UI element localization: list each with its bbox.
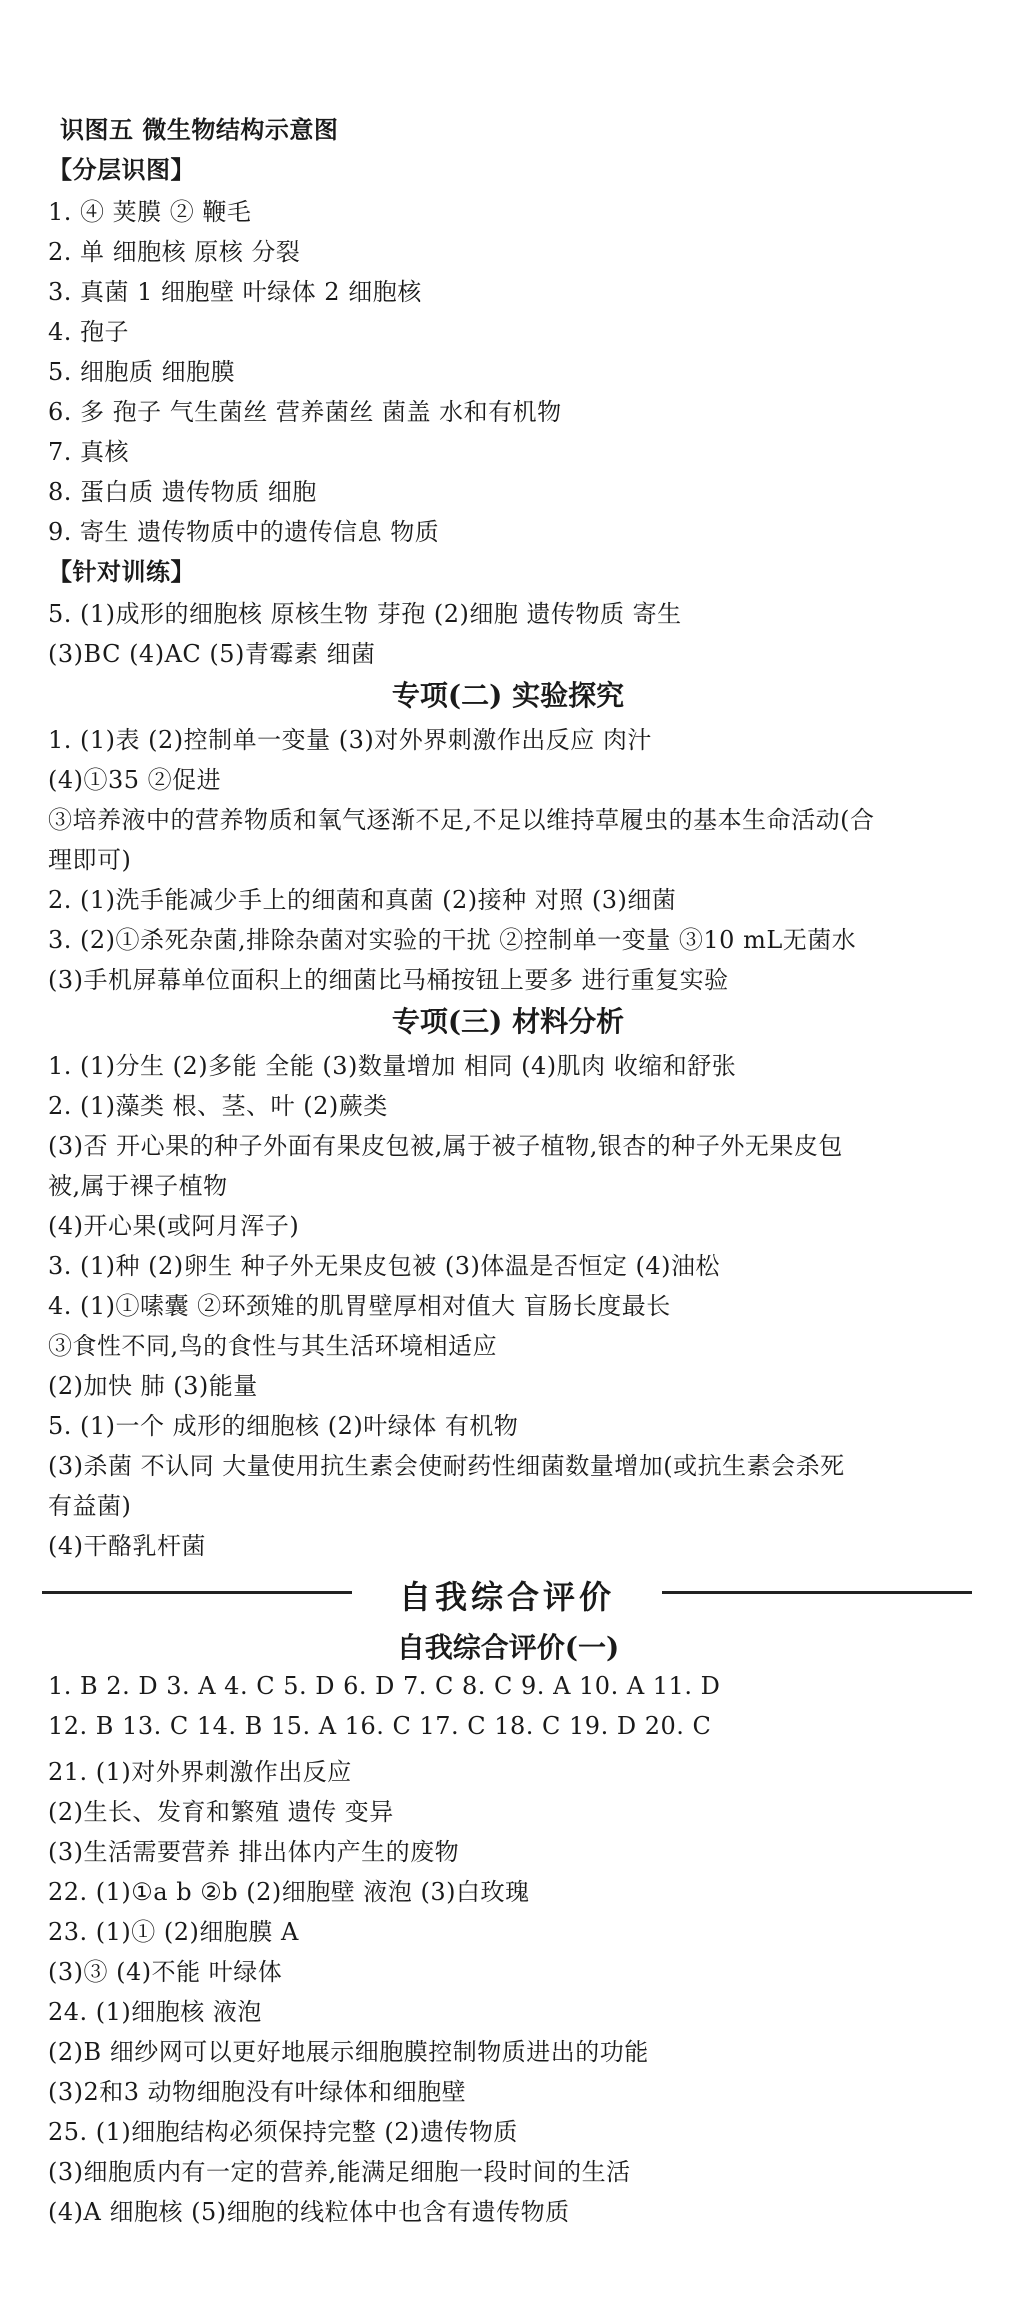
answer-line: 21. (1)对外界刺激作出反应	[48, 1758, 352, 1786]
answer-line: 9. 寄生 遗传物质中的遗传信息 物质	[48, 518, 440, 546]
answer-line: (3)手机屏幕单位面积上的细菌比马桶按钮上要多 进行重复实验	[48, 966, 729, 994]
subsection-training: 【针对训练】	[48, 557, 195, 586]
answer-line: 1. (1)分生 (2)多能 全能 (3)数量增加 相同 (4)肌肉 收缩和舒张	[48, 1052, 737, 1080]
answer-line: (2)加快 肺 (3)能量	[48, 1372, 258, 1400]
answer-line: 5. 细胞质 细胞膜	[48, 358, 236, 386]
answer-line: (3)细胞质内有一定的营养,能满足细胞一段时间的生活	[48, 2158, 631, 2186]
answer-line: 3. (2)①杀死杂菌,排除杂菌对实验的干扰 ②控制单一变量 ③10 mL无菌水	[48, 926, 857, 954]
answer-line: 22. (1)①a b ②b (2)细胞壁 液泡 (3)白玫瑰	[48, 1878, 530, 1906]
answer-line: 24. (1)细胞核 液泡	[48, 1998, 262, 2026]
subsection-layered: 【分层识图】	[48, 155, 195, 184]
answer-line: 12. B 13. C 14. B 15. A 16. C 17. C 18. C 19. D 20. C	[48, 1712, 712, 1740]
banner-rule-left	[42, 1591, 352, 1594]
answer-line: (3)生活需要营养 排出体内产生的废物	[48, 1838, 460, 1866]
answer-line: 8. 蛋白质 遗传物质 细胞	[48, 478, 317, 506]
answer-line: (3)否 开心果的种子外面有果皮包被,属于被子植物,银杏的种子外无果皮包	[48, 1132, 843, 1160]
section-title-special3: 专项(三) 材料分析	[391, 1005, 625, 1038]
answer-line: 1. B 2. D 3. A 4. C 5. D 6. D 7. C 8. C 9. A 10. A 11. D	[48, 1672, 721, 1700]
self-eval-banner	[42, 1572, 972, 1616]
answer-line: (3)杀菌 不认同 大量使用抗生素会使耐药性细菌数量增加(或抗生素会杀死	[48, 1452, 845, 1480]
answer-line: 3. 真菌 1 细胞壁 叶绿体 2 细胞核	[48, 278, 422, 306]
answer-line: (4)开心果(或阿月浑子)	[48, 1212, 300, 1240]
answer-line: 4. (1)①嗉囊 ②环颈雉的肌胃壁厚相对值大 盲肠长度最长	[48, 1292, 671, 1320]
answer-line: 5. (1)一个 成形的细胞核 (2)叶绿体 有机物	[48, 1412, 519, 1440]
answer-line: (4)干酪乳杆菌	[48, 1532, 206, 1560]
answer-line: ③培养液中的营养物质和氧气逐渐不足,不足以维持草履虫的基本生命活动(合	[48, 806, 875, 834]
answer-line: 5. (1)成形的细胞核 原核生物 芽孢 (2)细胞 遗传物质 寄生	[48, 600, 682, 628]
answer-line: 23. (1)① (2)细胞膜 A	[48, 1918, 299, 1946]
answer-line: 被,属于裸子植物	[48, 1172, 228, 1200]
answer-line: (3)③ (4)不能 叶绿体	[48, 1958, 283, 1986]
answer-line: 理即可)	[48, 846, 132, 874]
answer-line: 2. (1)藻类 根、茎、叶 (2)蕨类	[48, 1092, 388, 1120]
answer-line: ③食性不同,鸟的食性与其生活环境相适应	[48, 1332, 498, 1360]
answer-line: 4. 孢子	[48, 318, 130, 346]
answer-line: 25. (1)细胞结构必须保持完整 (2)遗传物质	[48, 2118, 518, 2146]
answer-line: 1. (1)表 (2)控制单一变量 (3)对外界刺激作出反应 肉汁	[48, 726, 652, 754]
answer-line: (4)A 细胞核 (5)细胞的线粒体中也含有遗传物质	[48, 2198, 570, 2226]
answer-line: 3. (1)种 (2)卵生 种子外无果皮包被 (3)体温是否恒定 (4)油松	[48, 1252, 721, 1280]
section-title-eval1: 自我综合评价(一)	[396, 1631, 620, 1664]
answer-line: (2)生长、发育和繁殖 遗传 变异	[48, 1798, 394, 1826]
banner-rule-right	[662, 1591, 972, 1594]
answer-line: 1. ④ 荚膜 ② 鞭毛	[48, 198, 252, 226]
answer-line: (4)①35 ②促进	[48, 766, 222, 794]
answer-line: (3)2和3 动物细胞没有叶绿体和细胞壁	[48, 2078, 467, 2106]
answer-line: 7. 真核	[48, 438, 130, 466]
section-title-special2: 专项(二) 实验探究	[391, 679, 625, 712]
answer-line: 有益菌)	[48, 1492, 132, 1520]
answer-line: (2)B 细纱网可以更好地展示细胞膜控制物质进出的功能	[48, 2038, 649, 2066]
section-title-diagram5: 识图五 微生物结构示意图	[60, 115, 339, 144]
answer-line: 2. (1)洗手能减少手上的细菌和真菌 (2)接种 对照 (3)细菌	[48, 886, 677, 914]
banner-title: 自我综合评价	[398, 1578, 615, 1616]
answer-line: 2. 单 细胞核 原核 分裂	[48, 238, 301, 266]
answer-line: (3)BC (4)AC (5)青霉素 细菌	[48, 640, 376, 668]
answer-line: 6. 多 孢子 气生菌丝 营养菌丝 菌盖 水和有机物	[48, 398, 562, 426]
